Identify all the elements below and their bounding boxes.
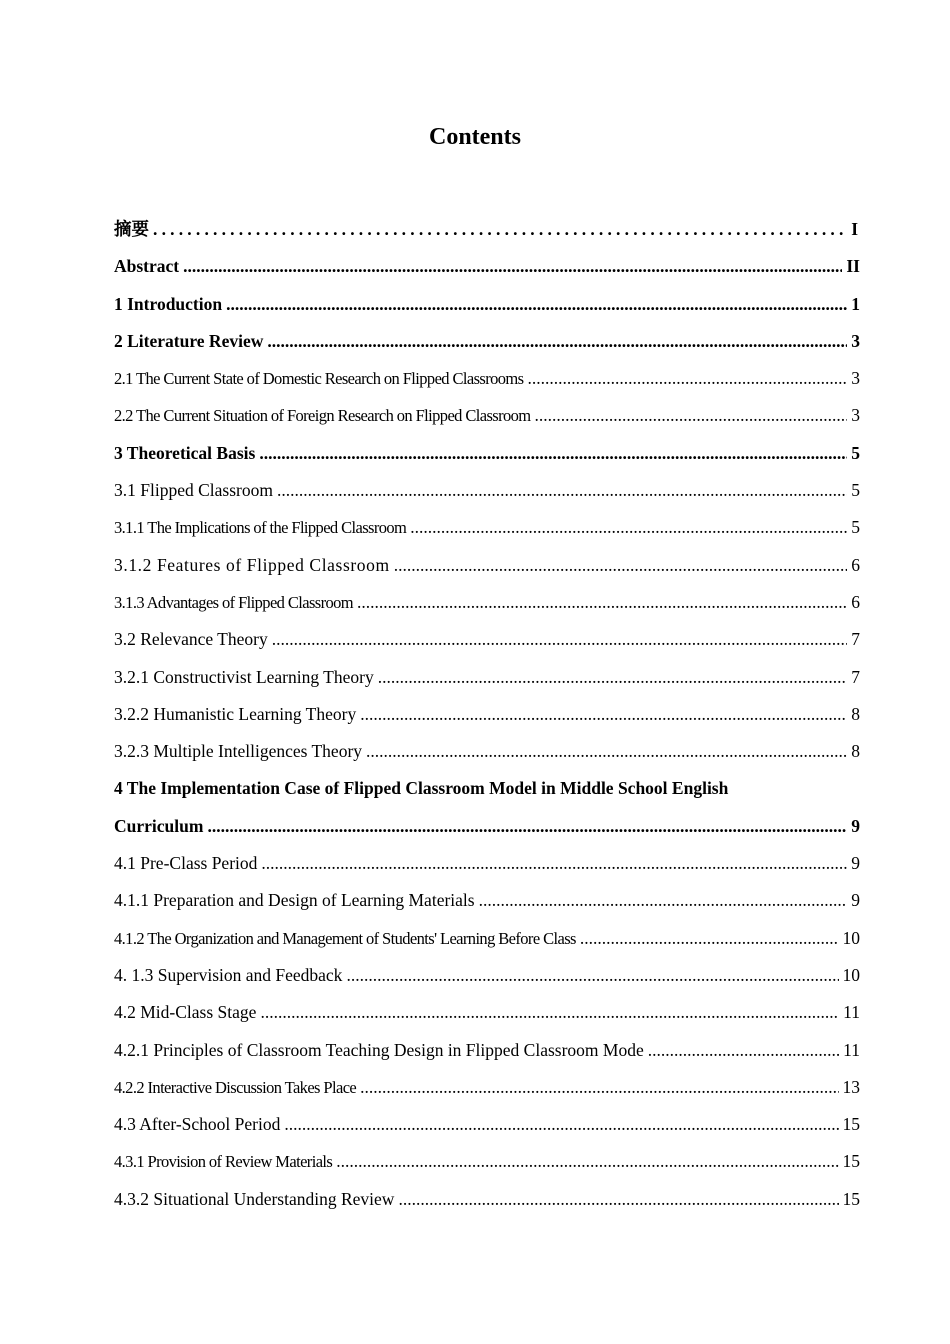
toc-entry-label: 3.1 Flipped Classroom xyxy=(114,480,273,501)
toc-entry-page-number: 7 xyxy=(851,629,860,650)
toc-entry[interactable] xyxy=(114,845,860,882)
toc-entry[interactable] xyxy=(114,547,860,584)
toc-entry-page-number: 9 xyxy=(851,815,860,836)
toc-entry-page-number: 1 xyxy=(851,293,860,314)
toc-entry[interactable] xyxy=(114,770,860,807)
toc-entry[interactable] xyxy=(114,957,860,994)
toc-entry[interactable] xyxy=(114,397,860,434)
dot-leader xyxy=(260,994,839,1031)
toc-entry-page-number: 3 xyxy=(851,405,860,426)
toc-entry[interactable] xyxy=(114,360,860,397)
toc-entry[interactable] xyxy=(114,994,860,1031)
toc-entry-label: 2.2 The Current Situation of Foreign Research on Flipped Classroom xyxy=(114,406,531,426)
dot-leader xyxy=(153,211,847,248)
toc-entry-page-number: 15 xyxy=(842,1188,860,1209)
toc-entry-label: 2 Literature Review xyxy=(114,330,264,351)
toc-entry-label: 3.1.2 Features of Flipped Classroom xyxy=(114,554,390,575)
toc-entry-page-number: 13 xyxy=(842,1076,860,1097)
toc-entry-page-number: 15 xyxy=(842,1114,860,1135)
dot-leader xyxy=(378,659,848,696)
dot-leader xyxy=(366,733,847,770)
toc-entry-page-number: II xyxy=(846,256,860,277)
toc-entry[interactable] xyxy=(114,286,860,323)
toc-entry-page-number: 3 xyxy=(851,330,860,351)
toc-entry-label: 4.1 Pre-Class Period xyxy=(114,853,258,874)
toc-entry-page-number: 8 xyxy=(851,741,860,762)
toc-entry-label: Abstract xyxy=(114,256,180,277)
dot-leader xyxy=(267,323,847,360)
toc-entry[interactable] xyxy=(114,248,860,285)
toc-entry-label: 4.3 After-School Period xyxy=(114,1114,281,1135)
toc-entry-label: 3.2.1 Constructivist Learning Theory xyxy=(114,666,374,687)
toc-entry-page-number: 11 xyxy=(843,1002,860,1023)
toc-entry-label: 3 Theoretical Basis xyxy=(114,442,256,463)
toc-entry[interactable] xyxy=(114,1032,860,1069)
dot-leader xyxy=(259,435,847,472)
toc-entry-label: 3.2.3 Multiple Intelligences Theory xyxy=(114,741,363,762)
toc-entry[interactable] xyxy=(114,323,860,360)
toc-entry-label: 4.2.2 Interactive Discussion Takes Place xyxy=(114,1077,357,1097)
toc-entry-page-number: 10 xyxy=(842,964,860,985)
dot-leader xyxy=(346,957,838,994)
toc-entry-label: 摘要 xyxy=(114,219,149,239)
toc-entry-page-number: 5 xyxy=(851,480,860,501)
toc-entry-page-number: 8 xyxy=(851,703,860,724)
toc-entry-page-number: 9 xyxy=(851,890,860,911)
page-title: Contents xyxy=(428,124,521,150)
dot-leader xyxy=(410,509,847,546)
toc-entry[interactable] xyxy=(114,1106,860,1143)
toc-entry[interactable] xyxy=(114,808,860,845)
dot-leader xyxy=(360,1069,838,1106)
toc-entry-label: 4.2.1 Principles of Classroom Teaching Design in Flipped Classroom Mode xyxy=(114,1039,644,1060)
toc-entry-page-number: 3 xyxy=(851,368,860,389)
toc-entry-page-number: 9 xyxy=(851,853,860,874)
dot-leader xyxy=(360,696,847,733)
toc-entry[interactable] xyxy=(114,621,860,658)
toc-entry-label: 4. 1.3 Supervision and Feedback xyxy=(114,964,343,985)
toc-entry[interactable] xyxy=(114,1069,860,1106)
toc-entry-label: 1 Introduction xyxy=(114,293,223,314)
toc-entry-label: 4 The Implementation Case of Flipped Classroom Model in Middle School English xyxy=(114,778,729,799)
dot-leader xyxy=(394,547,848,584)
toc-entry[interactable] xyxy=(114,920,860,957)
toc-entry[interactable] xyxy=(114,733,860,770)
toc-entry-label: 3.1.3 Advantages of Flipped Classroom xyxy=(114,592,354,612)
toc-entry-page-number: 6 xyxy=(851,554,860,575)
toc-entry[interactable] xyxy=(114,659,860,696)
table-of-contents xyxy=(114,211,860,1218)
toc-entry[interactable] xyxy=(114,584,860,621)
dot-leader xyxy=(580,920,839,957)
dot-leader xyxy=(261,845,847,882)
toc-entry-label: 4.1.2 The Organization and Management of Students' Learning Before Class xyxy=(114,928,576,948)
toc-entry-page-number: 5 xyxy=(851,442,860,463)
toc-entry-page-number: 10 xyxy=(842,927,860,948)
dot-leader xyxy=(535,397,848,434)
dot-leader xyxy=(527,360,847,397)
toc-entry-label: Curriculum xyxy=(114,815,204,836)
dot-leader xyxy=(207,808,847,845)
toc-entry[interactable] xyxy=(114,882,860,919)
toc-entry-label: 4.2 Mid-Class Stage xyxy=(114,1002,257,1023)
toc-entry-page-number: I xyxy=(851,219,858,239)
toc-entry[interactable] xyxy=(114,211,860,248)
dot-leader xyxy=(648,1032,839,1069)
toc-entry[interactable] xyxy=(114,1143,860,1180)
toc-entry-page-number: 15 xyxy=(842,1151,860,1172)
toc-entry[interactable] xyxy=(114,435,860,472)
dot-leader xyxy=(183,248,842,285)
dot-leader xyxy=(479,882,848,919)
dot-leader xyxy=(277,472,847,509)
toc-entry-label: 2.1 The Current State of Domestic Research on Flipped Classrooms xyxy=(114,369,524,389)
dot-leader xyxy=(272,621,848,658)
dot-leader xyxy=(284,1106,838,1143)
toc-entry-page-number: 5 xyxy=(851,517,860,538)
toc-entry-label: 4.3.2 Situational Understanding Review xyxy=(114,1188,395,1209)
toc-entry-page-number: 7 xyxy=(851,666,860,687)
toc-entry-label: 4.3.1 Provision of Review Materials xyxy=(114,1152,333,1172)
toc-entry-label: 3.2 Relevance Theory xyxy=(114,629,268,650)
dot-leader xyxy=(226,286,847,323)
toc-entry-label: 3.1.1 The Implications of the Flipped Classroom xyxy=(114,518,407,538)
dot-leader xyxy=(398,1181,838,1218)
toc-entry[interactable] xyxy=(114,472,860,509)
toc-entry-page-number: 11 xyxy=(843,1039,860,1060)
dot-leader xyxy=(336,1143,838,1180)
toc-entry-label: 4.1.1 Preparation and Design of Learning Materials xyxy=(114,890,475,911)
toc-entry-label: 3.2.2 Humanistic Learning Theory xyxy=(114,703,357,724)
toc-entry[interactable] xyxy=(114,509,860,546)
toc-entry[interactable] xyxy=(114,696,860,733)
toc-entry[interactable] xyxy=(114,1181,860,1218)
toc-entry-page-number: 6 xyxy=(851,591,860,612)
dot-leader xyxy=(357,584,847,621)
